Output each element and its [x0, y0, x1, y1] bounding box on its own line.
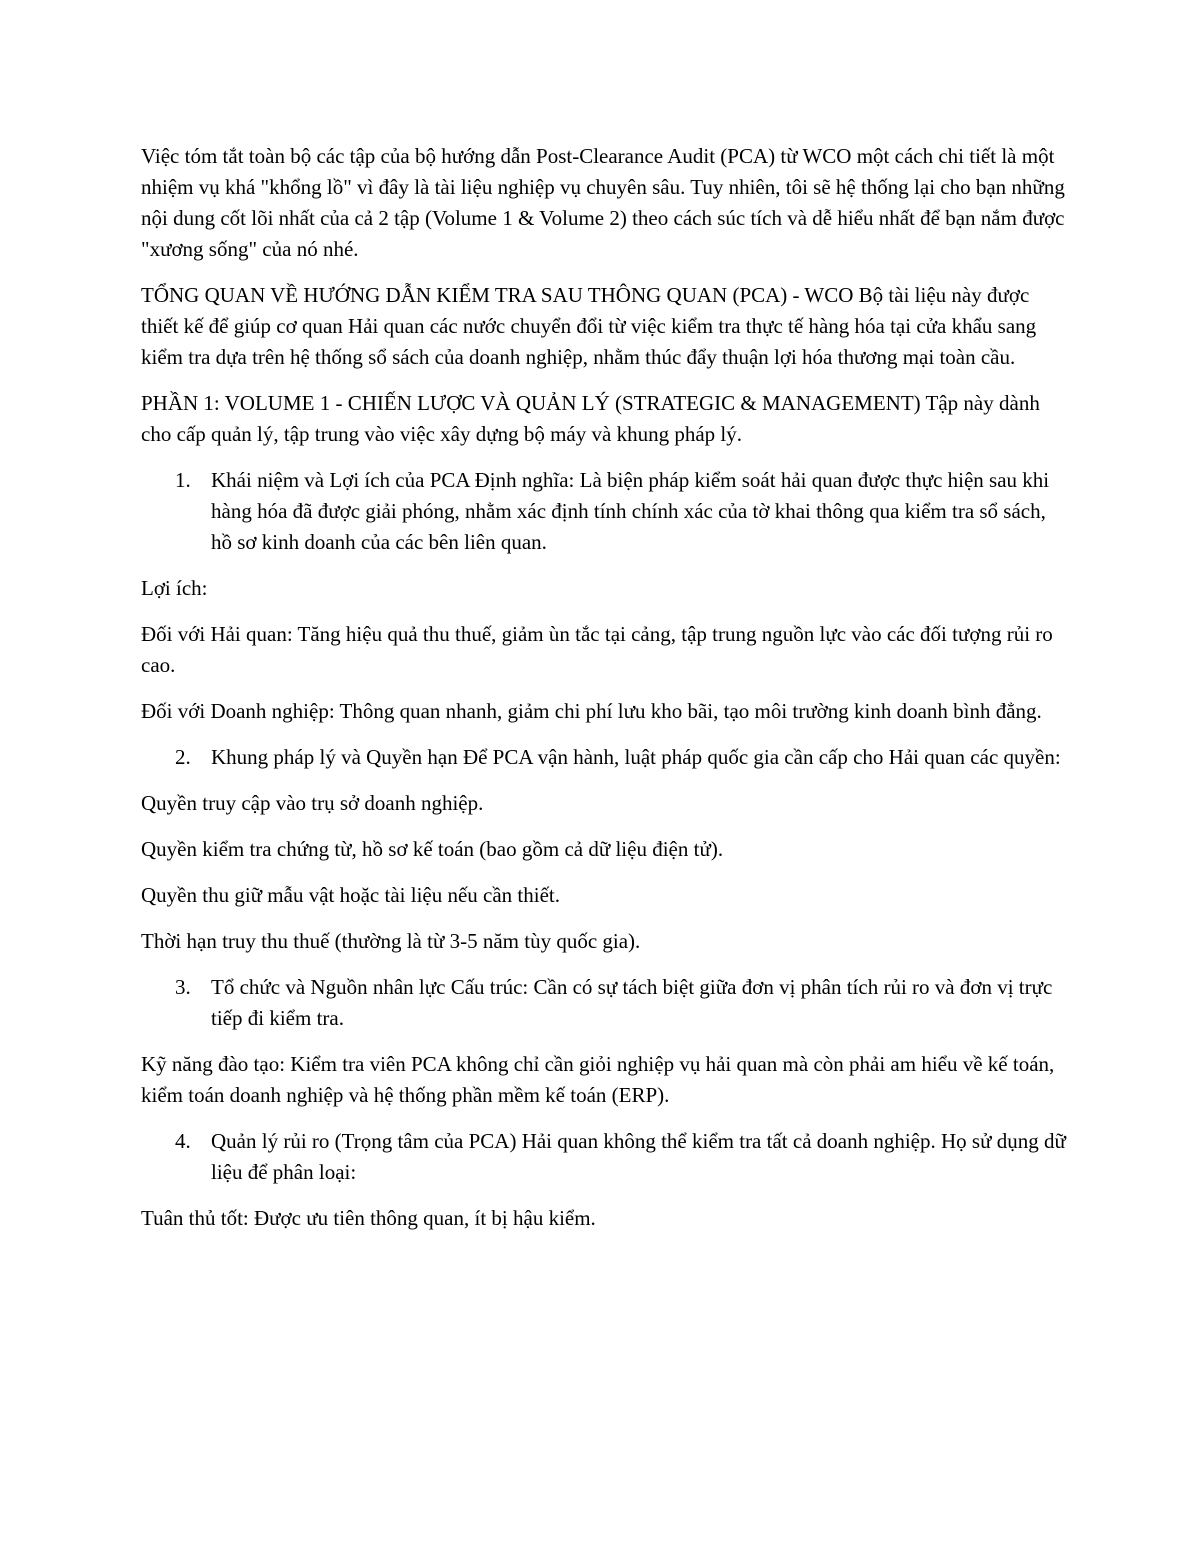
- part1-paragraph: PHẦN 1: VOLUME 1 - CHIẾN LƯỢC VÀ QUẢN LÝ (STRATEGIC & MANAGEMENT) Tập này dành cho cấp quản lý, tập trung vào việc xây dựng bộ máy và khung pháp lý.: [141, 391, 1040, 446]
- list-item-3: [141, 972, 1066, 1034]
- document-page: [141, 141, 1066, 1249]
- list-number: 3.: [175, 975, 191, 999]
- list-text: Khung pháp lý và Quyền hạn Để PCA vận hành, luật pháp quốc gia cần cấp cho Hải quan các quyền:: [211, 745, 1061, 769]
- list-number: 4.: [175, 1129, 191, 1153]
- list-item-4: [141, 1126, 1066, 1188]
- right-inspect: Quyền kiểm tra chứng từ, hồ sơ kế toán (bao gồm cả dữ liệu điện tử).: [141, 837, 724, 861]
- list-number: 1.: [175, 468, 191, 492]
- right-access: Quyền truy cập vào trụ sở doanh nghiệp.: [141, 791, 484, 815]
- list-text: Tổ chức và Nguồn nhân lực Cấu trúc: Cần có sự tách biệt giữa đơn vị phân tích rủi ro và đơn vị trực tiếp đi kiểm tra.: [211, 975, 1053, 1030]
- compliance-paragraph: Tuân thủ tốt: Được ưu tiên thông quan, ít bị hậu kiểm.: [141, 1206, 596, 1230]
- intro-paragraph: Việc tóm tắt toàn bộ các tập của bộ hướng dẫn Post-Clearance Audit (PCA) từ WCO một cách chi tiết là một nhiệm vụ khá "khổng lồ" vì đây là tài liệu nghiệp vụ chuyên sâu. Tuy nhiên, tôi sẽ hệ thống lại cho bạn những nội dung cốt lõi nhất của cả 2 tập (Volume 1 & Volume 2) theo cách súc tích và dễ hiểu nhất để bạn nắm được "xương sống" của nó nhé.: [141, 144, 1065, 261]
- right-time-limit: Thời hạn truy thu thuế (thường là từ 3-5 năm tùy quốc gia).: [141, 929, 641, 953]
- overview-paragraph: TỔNG QUAN VỀ HƯỚNG DẪN KIỂM TRA SAU THÔNG QUAN (PCA) - WCO Bộ tài liệu này được thiết kế để giúp cơ quan Hải quan các nước chuyển đổi từ việc kiểm tra thực tế hàng hóa tại cửa khẩu sang kiểm tra dựa trên hệ thống sổ sách của doanh nghiệp, nhằm thúc đẩy thuận lợi hóa thương mại toàn cầu.: [141, 283, 1037, 369]
- list-item-2: [141, 742, 1066, 773]
- list-text: Khái niệm và Lợi ích của PCA Định nghĩa: Là biện pháp kiểm soát hải quan được thực hiện sau khi hàng hóa đã được giải phóng, nhằm xác định tính chính xác của tờ khai thông qua kiểm tra sổ sách, hồ sơ kinh doanh của các bên liên quan.: [211, 468, 1050, 554]
- list-number: 2.: [175, 745, 191, 769]
- right-seize: Quyền thu giữ mẫu vật hoặc tài liệu nếu cần thiết.: [141, 883, 561, 907]
- benefits-label: Lợi ích:: [141, 576, 208, 600]
- list-item-1: [141, 465, 1066, 558]
- benefit-customs: Đối với Hải quan: Tăng hiệu quả thu thuế, giảm ùn tắc tại cảng, tập trung nguồn lực vào các đối tượng rủi ro cao.: [141, 622, 1053, 677]
- skills-paragraph: Kỹ năng đào tạo: Kiểm tra viên PCA không chỉ cần giỏi nghiệp vụ hải quan mà còn phải am hiểu về kế toán, kiểm toán doanh nghiệp và hệ thống phần mềm kế toán (ERP).: [141, 1052, 1055, 1107]
- benefit-business: Đối với Doanh nghiệp: Thông quan nhanh, giảm chi phí lưu kho bãi, tạo môi trường kinh doanh bình đẳng.: [141, 699, 1042, 723]
- list-text: Quản lý rủi ro (Trọng tâm của PCA) Hải quan không thể kiểm tra tất cả doanh nghiệp. Họ sử dụng dữ liệu để phân loại:: [211, 1129, 1066, 1184]
